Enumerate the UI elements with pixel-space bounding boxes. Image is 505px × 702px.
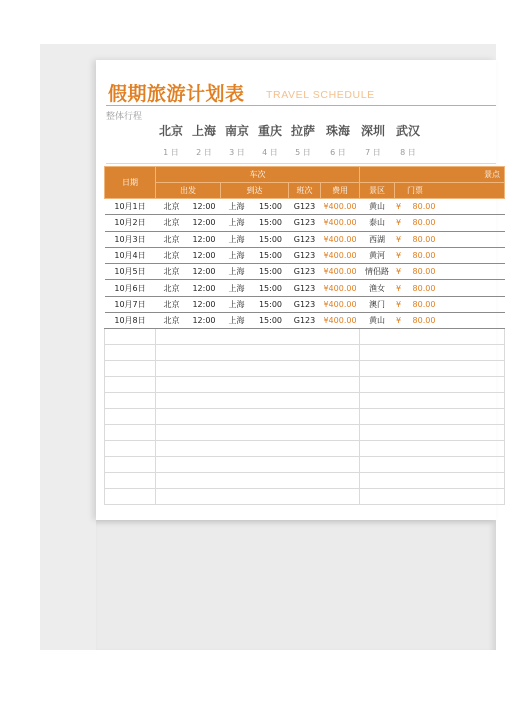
cell-train-no: G123 xyxy=(289,231,321,247)
empty-cell xyxy=(156,377,360,393)
cell-depart-time: 12:00 xyxy=(188,264,221,280)
cell-depart-time: 12:00 xyxy=(188,231,221,247)
empty-cell xyxy=(156,473,360,489)
city-day: 3 日 xyxy=(229,148,245,157)
empty-row xyxy=(105,329,505,345)
cell-train-no: G123 xyxy=(289,199,321,215)
cell-depart-time: 12:00 xyxy=(188,215,221,231)
cell-train-no: G123 xyxy=(289,313,321,329)
empty-cell xyxy=(105,489,156,505)
header-train-no: 班次 xyxy=(289,183,321,199)
cell-train-no: G123 xyxy=(289,247,321,263)
cell-arrive-time: 15:00 xyxy=(253,296,289,312)
header-train-group: 车次 xyxy=(156,167,360,183)
empty-cell xyxy=(360,377,505,393)
cell-ticket: 80.00 xyxy=(403,264,505,280)
cell-scenic-area: 黄山 xyxy=(360,313,395,329)
cell-train-no: G123 xyxy=(289,280,321,296)
header-scenic-area: 景区 xyxy=(360,183,395,199)
table-row xyxy=(105,280,505,296)
city-name: 拉萨 xyxy=(290,124,315,138)
empty-cell xyxy=(105,441,156,457)
cell-depart-time: 12:00 xyxy=(188,313,221,329)
cell-scenic-area: 西湖 xyxy=(360,231,395,247)
city-day: 2 日 xyxy=(196,148,212,157)
cell-ticket: 80.00 xyxy=(403,247,505,263)
cell-from: 北京 xyxy=(156,247,188,263)
table-row xyxy=(105,215,505,231)
cell-date: 10月6日 xyxy=(105,280,156,296)
empty-cell xyxy=(360,441,505,457)
empty-cell xyxy=(156,329,360,345)
itinerary-city xyxy=(321,122,355,158)
empty-row xyxy=(105,393,505,409)
cell-scenic-area: 渔女 xyxy=(360,280,395,296)
cell-currency: ¥ xyxy=(395,199,403,215)
cell-currency: ¥ xyxy=(395,215,403,231)
cell-to: 上海 xyxy=(221,247,253,263)
itinerary-city xyxy=(286,122,320,158)
empty-cell xyxy=(105,425,156,441)
cell-scenic-area: 澳门 xyxy=(360,296,395,312)
cell-ticket: 80.00 xyxy=(403,199,505,215)
empty-cell xyxy=(105,345,156,361)
empty-cell xyxy=(360,329,505,345)
itinerary-divider xyxy=(106,163,496,164)
cell-to: 上海 xyxy=(221,199,253,215)
empty-cell xyxy=(156,361,360,377)
table-row xyxy=(105,247,505,263)
header-row-sub xyxy=(105,183,505,199)
city-day: 6 日 xyxy=(330,148,346,157)
cell-cost: ¥400.00 xyxy=(321,313,360,329)
cell-to: 上海 xyxy=(221,231,253,247)
city-name: 上海 xyxy=(191,124,216,138)
cell-currency: ¥ xyxy=(395,264,403,280)
empty-row xyxy=(105,441,505,457)
page-title: 假期旅游计划表 xyxy=(108,83,245,105)
table-row xyxy=(105,199,505,215)
cell-to: 上海 xyxy=(221,313,253,329)
cell-date: 10月2日 xyxy=(105,215,156,231)
cell-date: 10月1日 xyxy=(105,199,156,215)
empty-cell xyxy=(156,393,360,409)
cell-date: 10月3日 xyxy=(105,231,156,247)
city-day: 7 日 xyxy=(365,148,381,157)
empty-cell xyxy=(156,441,360,457)
cell-cost: ¥400.00 xyxy=(321,264,360,280)
cell-currency: ¥ xyxy=(395,247,403,263)
cell-cost: ¥400.00 xyxy=(321,215,360,231)
city-name: 深圳 xyxy=(360,124,385,138)
empty-cell xyxy=(105,457,156,473)
cell-scenic-area: 情侣路 xyxy=(360,264,395,280)
cell-date: 10月7日 xyxy=(105,296,156,312)
cell-from: 北京 xyxy=(156,313,188,329)
cell-ticket: 80.00 xyxy=(403,280,505,296)
document-page xyxy=(96,60,501,520)
header-row-top xyxy=(105,167,505,183)
empty-row xyxy=(105,409,505,425)
cell-cost: ¥400.00 xyxy=(321,247,360,263)
page-gap xyxy=(96,520,496,650)
empty-row xyxy=(105,473,505,489)
cell-to: 上海 xyxy=(221,296,253,312)
city-name: 北京 xyxy=(158,124,183,138)
empty-cell xyxy=(360,489,505,505)
cell-from: 北京 xyxy=(156,264,188,280)
empty-cell xyxy=(105,473,156,489)
title-divider xyxy=(106,105,496,106)
page-subtitle: TRAVEL SCHEDULE xyxy=(266,89,375,101)
city-day: 4 日 xyxy=(262,148,278,157)
empty-cell xyxy=(105,393,156,409)
city-day: 1 日 xyxy=(163,148,179,157)
cell-depart-time: 12:00 xyxy=(188,296,221,312)
empty-row xyxy=(105,345,505,361)
city-itinerary xyxy=(150,122,500,162)
empty-cell xyxy=(156,489,360,505)
empty-cell xyxy=(156,457,360,473)
empty-cell xyxy=(360,409,505,425)
empty-cell xyxy=(105,361,156,377)
city-day: 5 日 xyxy=(295,148,311,157)
empty-row xyxy=(105,425,505,441)
city-name: 南京 xyxy=(224,124,249,138)
empty-cell xyxy=(156,345,360,361)
cell-from: 北京 xyxy=(156,231,188,247)
table-row xyxy=(105,296,505,312)
header-cost: 费用 xyxy=(321,183,360,199)
cell-to: 上海 xyxy=(221,280,253,296)
empty-cell xyxy=(105,329,156,345)
cell-arrive-time: 15:00 xyxy=(253,199,289,215)
table-row xyxy=(105,231,505,247)
cell-date: 10月8日 xyxy=(105,313,156,329)
itinerary-city xyxy=(154,122,188,158)
cell-currency: ¥ xyxy=(395,296,403,312)
city-name: 武汉 xyxy=(395,124,420,138)
cell-date: 10月4日 xyxy=(105,247,156,263)
itinerary-city xyxy=(391,122,425,158)
cell-arrive-time: 15:00 xyxy=(253,215,289,231)
empty-cell xyxy=(360,345,505,361)
empty-row xyxy=(105,457,505,473)
header-date: 日期 xyxy=(105,167,156,199)
cell-arrive-time: 15:00 xyxy=(253,280,289,296)
cell-to: 上海 xyxy=(221,215,253,231)
cell-scenic-area: 黄河 xyxy=(360,247,395,263)
cell-to: 上海 xyxy=(221,264,253,280)
header-ticket: 门票 xyxy=(395,183,505,199)
cell-from: 北京 xyxy=(156,215,188,231)
cell-cost: ¥400.00 xyxy=(321,231,360,247)
empty-cell xyxy=(156,409,360,425)
itinerary-city xyxy=(356,122,390,158)
city-name: 珠海 xyxy=(325,124,350,138)
empty-cell xyxy=(360,425,505,441)
table-row xyxy=(105,313,505,329)
empty-cell xyxy=(360,361,505,377)
cell-from: 北京 xyxy=(156,280,188,296)
cell-currency: ¥ xyxy=(395,313,403,329)
header-attraction-group: 景点 xyxy=(360,167,505,183)
header-arrive: 到达 xyxy=(221,183,289,199)
empty-row xyxy=(105,489,505,505)
cell-train-no: G123 xyxy=(289,296,321,312)
itinerary-city xyxy=(220,122,254,158)
header-depart: 出发 xyxy=(156,183,221,199)
cell-currency: ¥ xyxy=(395,231,403,247)
cell-arrive-time: 15:00 xyxy=(253,231,289,247)
cell-cost: ¥400.00 xyxy=(321,199,360,215)
cell-train-no: G123 xyxy=(289,264,321,280)
schedule-table xyxy=(104,166,505,505)
cell-arrive-time: 15:00 xyxy=(253,313,289,329)
table-row xyxy=(105,264,505,280)
cell-arrive-time: 15:00 xyxy=(253,247,289,263)
cell-ticket: 80.00 xyxy=(403,231,505,247)
city-name: 重庆 xyxy=(257,124,282,138)
cell-depart-time: 12:00 xyxy=(188,199,221,215)
cell-depart-time: 12:00 xyxy=(188,280,221,296)
cell-ticket: 80.00 xyxy=(403,313,505,329)
cell-ticket: 80.00 xyxy=(403,296,505,312)
cell-from: 北京 xyxy=(156,296,188,312)
cell-train-no: G123 xyxy=(289,215,321,231)
empty-row xyxy=(105,361,505,377)
empty-cell xyxy=(156,425,360,441)
cell-arrive-time: 15:00 xyxy=(253,264,289,280)
section-label: 整体行程 xyxy=(106,112,143,122)
cell-date: 10月5日 xyxy=(105,264,156,280)
cell-ticket: 80.00 xyxy=(403,215,505,231)
empty-cell xyxy=(105,409,156,425)
cell-scenic-area: 黄山 xyxy=(360,199,395,215)
cell-currency: ¥ xyxy=(395,280,403,296)
cell-from: 北京 xyxy=(156,199,188,215)
empty-cell xyxy=(360,457,505,473)
cell-scenic-area: 泰山 xyxy=(360,215,395,231)
itinerary-city xyxy=(253,122,287,158)
empty-cell xyxy=(105,377,156,393)
city-day: 8 日 xyxy=(400,148,416,157)
empty-cell xyxy=(360,393,505,409)
empty-row xyxy=(105,377,505,393)
cell-depart-time: 12:00 xyxy=(188,247,221,263)
itinerary-city xyxy=(187,122,221,158)
empty-cell xyxy=(360,473,505,489)
cell-cost: ¥400.00 xyxy=(321,296,360,312)
cell-cost: ¥400.00 xyxy=(321,280,360,296)
